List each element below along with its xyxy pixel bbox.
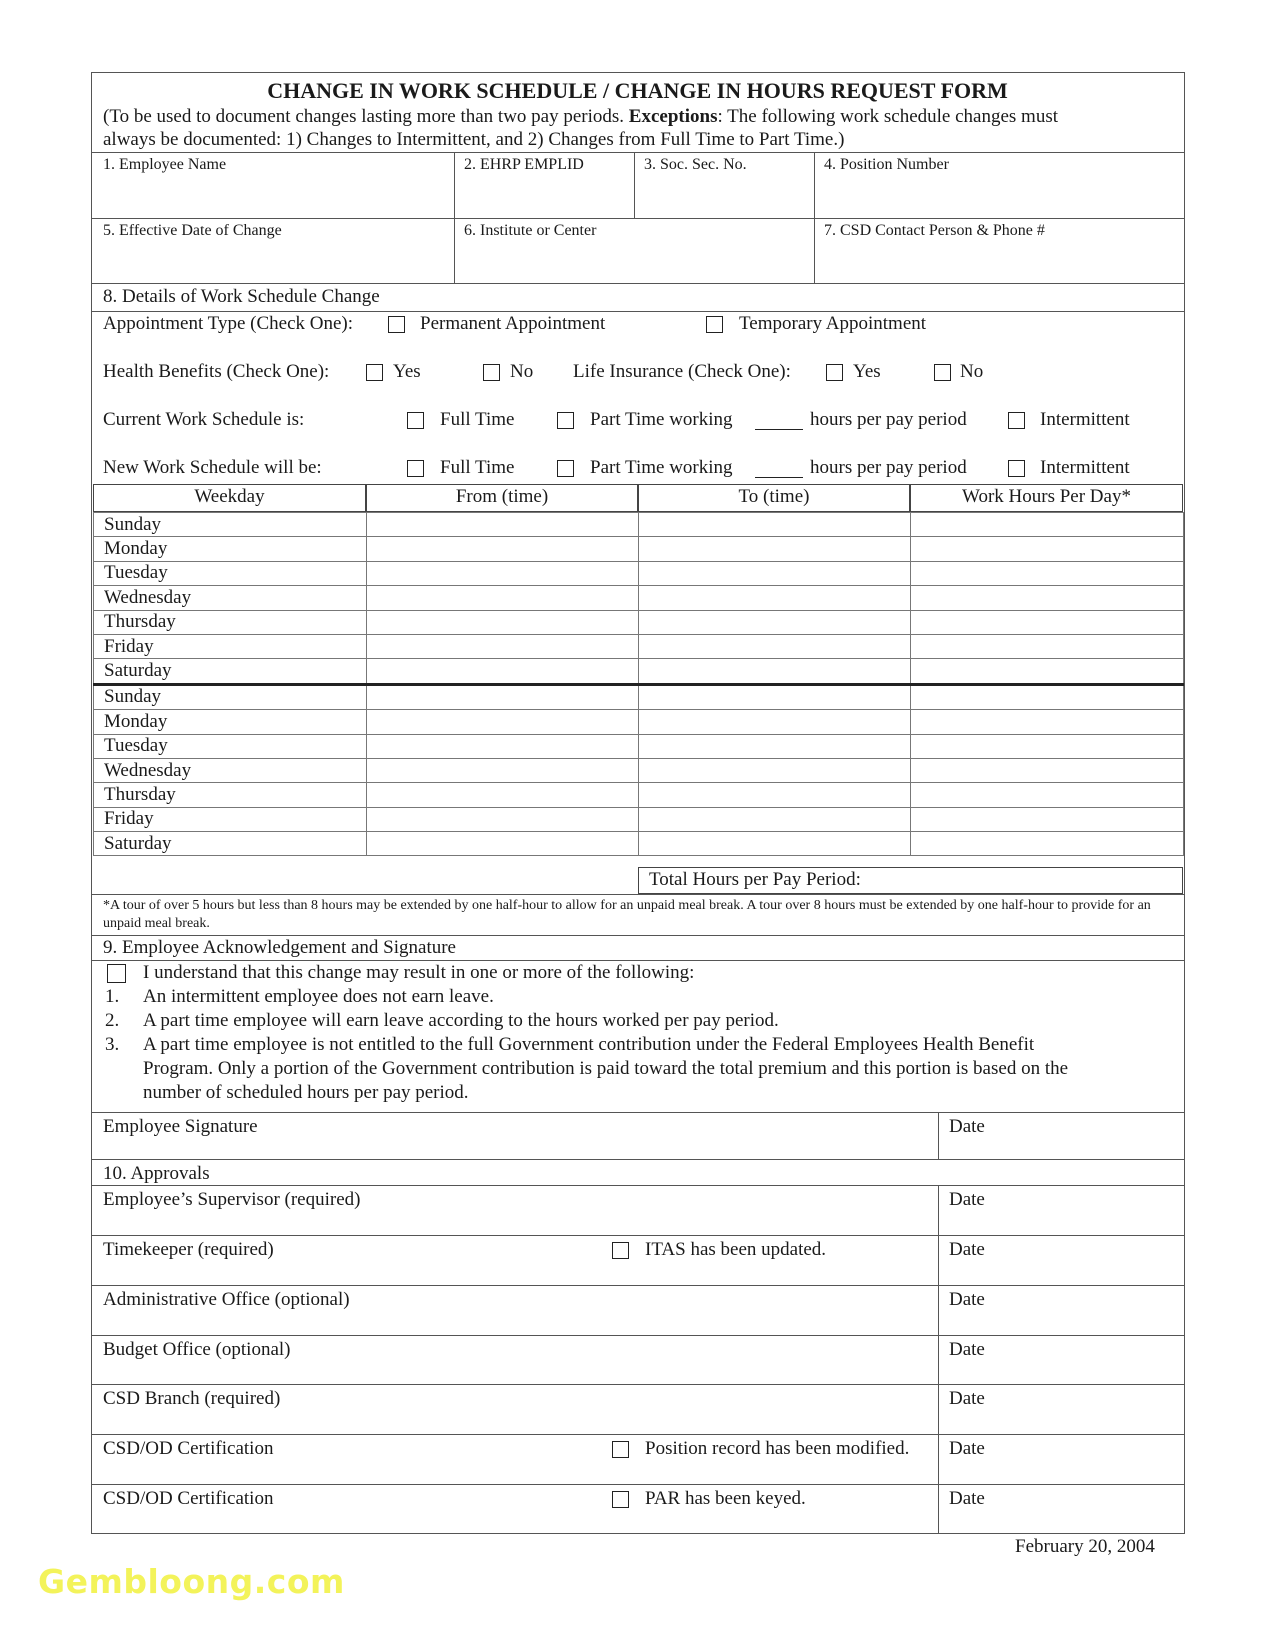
weekday-cell: Saturday	[94, 832, 367, 856]
institute-field[interactable]	[460, 244, 808, 278]
signature-date-label: Date	[949, 1116, 985, 1137]
approval-date-label: Date	[949, 1238, 985, 1260]
divider	[91, 283, 1185, 284]
health-benefits-label: Health Benefits (Check One):	[103, 361, 330, 382]
temporary-appointment-label: Temporary Appointment	[739, 313, 927, 334]
divider	[91, 1285, 1185, 1286]
current-hours-per-pay-label: hours per pay period	[810, 409, 967, 430]
approval-signature-field[interactable]	[420, 1287, 600, 1331]
to-time-cell[interactable]	[639, 659, 911, 684]
weekday-cell: Tuesday	[94, 561, 367, 585]
work-hours-cell[interactable]	[911, 537, 1184, 561]
work-hours-cell[interactable]	[911, 610, 1184, 634]
approval-signature-field[interactable]	[420, 1386, 600, 1430]
work-hours-cell[interactable]	[911, 758, 1184, 782]
life-yes-checkbox[interactable]	[826, 364, 843, 381]
life-insurance-label: Life Insurance (Check One):	[573, 361, 791, 382]
temporary-appointment-checkbox[interactable]	[706, 316, 723, 333]
divider	[91, 1159, 1185, 1160]
ack-item-number: 1.	[105, 986, 120, 1007]
health-no-checkbox[interactable]	[483, 364, 500, 381]
table-row	[94, 659, 1184, 684]
total-hours-label: Total Hours per Pay Period:	[649, 869, 861, 890]
new-schedule-label: New Work Schedule will be:	[103, 457, 322, 478]
to-time-cell[interactable]	[639, 734, 911, 758]
weekday-cell: Wednesday	[94, 758, 367, 782]
watermark-logo: Gembloong.com	[38, 1562, 345, 1601]
new-intermittent-checkbox[interactable]	[1008, 460, 1025, 477]
divider	[91, 894, 1185, 895]
table-row	[94, 561, 1184, 585]
weekday-cell: Sunday	[94, 513, 367, 537]
header-to-time: To (time)	[638, 484, 910, 512]
work-hours-cell[interactable]	[911, 586, 1184, 610]
health-yes-label: Yes	[393, 361, 421, 382]
to-time-cell[interactable]	[639, 586, 911, 610]
from-time-cell[interactable]	[367, 586, 639, 610]
ack-item-text-cont: number of scheduled hours per pay period.	[143, 1082, 469, 1103]
approval-label: Timekeeper (required)	[103, 1238, 274, 1260]
approval-label: CSD/OD Certification	[103, 1438, 274, 1460]
approval-signature-field[interactable]	[420, 1187, 600, 1231]
from-time-cell[interactable]	[367, 659, 639, 684]
approval-label: Administrative Office (optional)	[103, 1288, 350, 1310]
health-no-label: No	[510, 361, 534, 382]
acknowledgement-checkbox[interactable]	[107, 964, 126, 983]
csd-contact-label: 7. CSD Contact Person & Phone #	[824, 222, 1045, 239]
from-time-cell[interactable]	[367, 807, 639, 831]
life-no-label: No	[960, 361, 984, 382]
employee-name-field[interactable]	[100, 178, 448, 212]
work-hours-cell[interactable]	[911, 710, 1184, 734]
current-intermittent-checkbox[interactable]	[1008, 412, 1025, 429]
approval-checkbox[interactable]	[612, 1441, 629, 1458]
position-number-field[interactable]	[820, 178, 1178, 212]
to-time-cell[interactable]	[639, 807, 911, 831]
work-hours-cell[interactable]	[911, 634, 1184, 658]
table-row	[94, 734, 1184, 758]
section9-heading: 9. Employee Acknowledgement and Signature	[103, 937, 456, 958]
approval-date-field[interactable]	[1000, 1386, 1178, 1430]
approval-checkbox-label: Position record has been modified.	[645, 1438, 910, 1460]
new-full-time-label: Full Time	[440, 457, 515, 478]
divider	[454, 152, 455, 283]
to-time-cell[interactable]	[639, 634, 911, 658]
schedule-table	[93, 512, 1184, 856]
from-time-cell[interactable]	[367, 513, 639, 537]
table-row	[94, 684, 1184, 709]
divider	[91, 1185, 1185, 1186]
work-hours-cell[interactable]	[911, 561, 1184, 585]
work-hours-cell[interactable]	[911, 659, 1184, 684]
approval-date-label: Date	[949, 1288, 985, 1310]
intro-text: (To be used to document changes lasting more than two pay periods.	[103, 106, 625, 127]
to-time-cell[interactable]	[639, 513, 911, 537]
approval-signature-field[interactable]	[420, 1486, 600, 1530]
new-full-time-checkbox[interactable]	[407, 460, 424, 477]
work-hours-cell[interactable]	[911, 734, 1184, 758]
approval-label: Employee’s Supervisor (required)	[103, 1189, 361, 1210]
current-part-time-label: Part Time working	[590, 409, 733, 430]
current-hours-blank[interactable]	[755, 429, 803, 430]
approval-signature-field[interactable]	[420, 1337, 600, 1381]
current-full-time-label: Full Time	[440, 409, 515, 430]
life-no-checkbox[interactable]	[934, 364, 951, 381]
new-hours-per-pay-label: hours per pay period	[810, 457, 967, 478]
approval-date-field[interactable]	[1000, 1237, 1178, 1281]
divider	[91, 1434, 1185, 1435]
ehrp-emplid-label: 2. EHRP EMPLID	[464, 156, 584, 173]
position-number-label: 4. Position Number	[824, 156, 949, 173]
divider	[91, 1112, 1185, 1113]
from-time-cell[interactable]	[367, 684, 639, 709]
work-hours-cell[interactable]	[911, 832, 1184, 856]
to-time-cell[interactable]	[639, 610, 911, 634]
health-yes-checkbox[interactable]	[366, 364, 383, 381]
current-schedule-label: Current Work Schedule is:	[103, 409, 305, 430]
revision-date: February 20, 2004	[1015, 1536, 1155, 1557]
ack-item-text-cont: Program. Only a portion of the Government contribution is paid toward the total premium and this portion is based on the	[143, 1058, 1069, 1079]
divider	[91, 935, 1185, 936]
form-title: CHANGE IN WORK SCHEDULE / CHANGE IN HOURS REQUEST FORM	[267, 78, 1008, 103]
header-weekday: Weekday	[93, 484, 366, 512]
approval-checkbox[interactable]	[612, 1242, 629, 1259]
approval-signature-field[interactable]	[420, 1237, 600, 1281]
ack-item-number: 2.	[105, 1010, 120, 1031]
to-time-cell[interactable]	[639, 710, 911, 734]
header-from-time: From (time)	[366, 484, 638, 512]
life-yes-label: Yes	[853, 361, 881, 382]
approval-date-label: Date	[949, 1388, 985, 1410]
work-hours-cell[interactable]	[911, 684, 1184, 709]
from-time-cell[interactable]	[367, 537, 639, 561]
intro-text: : The following work schedule changes must	[717, 106, 1059, 127]
divider	[938, 1112, 939, 1159]
employee-signature-label: Employee Signature	[103, 1116, 258, 1137]
weekday-cell: Tuesday	[94, 734, 367, 758]
approval-date-label: Date	[949, 1338, 985, 1360]
intro-line-2: always be documented: 1) Changes to Intermittent, and 2) Changes from Full Time to Part Time.)	[103, 129, 845, 150]
current-full-time-checkbox[interactable]	[407, 412, 424, 429]
section8-heading: 8. Details of Work Schedule Change	[103, 286, 380, 307]
approval-label: CSD/OD Certification	[103, 1488, 274, 1510]
approval-date-field[interactable]	[1000, 1287, 1178, 1331]
approval-date-label: Date	[949, 1438, 985, 1460]
approval-signature-field[interactable]	[420, 1436, 600, 1480]
divider	[91, 1484, 1185, 1485]
approval-checkbox-label: PAR has been keyed.	[645, 1488, 806, 1510]
approval-date-label: Date	[949, 1488, 985, 1510]
weekday-cell: Monday	[94, 710, 367, 734]
from-time-cell[interactable]	[367, 610, 639, 634]
csd-contact-field[interactable]	[820, 244, 1178, 278]
table-row	[94, 758, 1184, 782]
divider	[91, 1384, 1185, 1385]
work-hours-cell[interactable]	[911, 783, 1184, 807]
appointment-type-label: Appointment Type (Check One):	[103, 313, 354, 334]
from-time-cell[interactable]	[367, 832, 639, 856]
weekday-cell: Monday	[94, 537, 367, 561]
signature-date-field[interactable]	[1000, 1114, 1178, 1157]
schedule-footnote: *A tour of over 5 hours but less than 8 hours may be extended by one half-hour to allow for an unpaid meal break. A tour over 8 hours must be extended by one half-hour to provide for an unpaid meal break.	[103, 898, 1151, 931]
from-time-cell[interactable]	[367, 710, 639, 734]
effective-date-field[interactable]	[100, 244, 448, 278]
permanent-appointment-checkbox[interactable]	[388, 316, 405, 333]
to-time-cell[interactable]	[639, 684, 911, 709]
table-row	[94, 807, 1184, 831]
table-row	[94, 783, 1184, 807]
divider	[91, 1335, 1185, 1336]
approval-checkbox-label: ITAS has been updated.	[645, 1238, 827, 1260]
ehrp-emplid-field[interactable]	[460, 178, 628, 212]
ssn-field[interactable]	[640, 178, 808, 212]
ssn-label: 3. Soc. Sec. No.	[644, 156, 747, 173]
table-row	[94, 513, 1184, 537]
table-row	[94, 586, 1184, 610]
weekday-cell: Saturday	[94, 659, 367, 684]
to-time-cell[interactable]	[639, 832, 911, 856]
header-work-hours: Work Hours Per Day*	[910, 484, 1183, 512]
work-hours-cell[interactable]	[911, 807, 1184, 831]
approval-checkbox[interactable]	[612, 1491, 629, 1508]
divider	[91, 960, 1185, 961]
new-part-time-label: Part Time working	[590, 457, 733, 478]
approval-date-field[interactable]	[1000, 1436, 1178, 1480]
permanent-appointment-label: Permanent Appointment	[420, 313, 606, 334]
weekday-cell: Wednesday	[94, 586, 367, 610]
to-time-cell[interactable]	[639, 758, 911, 782]
weekday-cell: Thursday	[94, 783, 367, 807]
weekday-cell: Friday	[94, 634, 367, 658]
section10-heading: 10. Approvals	[103, 1163, 210, 1184]
divider	[814, 152, 815, 283]
current-part-time-checkbox[interactable]	[557, 412, 574, 429]
employee-signature-field[interactable]	[300, 1114, 930, 1157]
current-intermittent-label: Intermittent	[1040, 409, 1130, 430]
divider	[91, 152, 1185, 153]
table-row	[94, 832, 1184, 856]
divider	[91, 218, 1185, 219]
new-hours-blank[interactable]	[755, 477, 803, 478]
ack-item-text: An intermittent employee does not earn leave.	[143, 986, 494, 1007]
approval-date-label: Date	[949, 1189, 985, 1210]
from-time-cell[interactable]	[367, 561, 639, 585]
approval-label: Budget Office (optional)	[103, 1338, 291, 1360]
new-part-time-checkbox[interactable]	[557, 460, 574, 477]
from-time-cell[interactable]	[367, 634, 639, 658]
from-time-cell[interactable]	[367, 758, 639, 782]
weekday-cell: Thursday	[94, 610, 367, 634]
divider	[91, 311, 1185, 312]
intro-line-1	[103, 106, 1058, 128]
ack-item-text: A part time employee will earn leave according to the hours worked per pay period.	[143, 1010, 779, 1031]
weekday-cell: Friday	[94, 807, 367, 831]
approval-date-field[interactable]	[1000, 1187, 1178, 1231]
ack-item-text: A part time employee is not entitled to the full Government contribution under the Federal Employees Health Benefit	[143, 1034, 1035, 1055]
weekday-cell: Sunday	[94, 684, 367, 709]
divider	[634, 152, 635, 218]
ack-item-number: 3.	[105, 1034, 120, 1055]
to-time-cell[interactable]	[639, 537, 911, 561]
table-row	[94, 634, 1184, 658]
table-row	[94, 537, 1184, 561]
to-time-cell[interactable]	[639, 783, 911, 807]
approval-date-field[interactable]	[1000, 1337, 1178, 1381]
exceptions-label: Exceptions	[628, 106, 718, 127]
divider	[938, 1185, 939, 1534]
acknowledgement-statement: I understand that this change may result in one or more of the following:	[143, 962, 695, 983]
approval-label: CSD Branch (required)	[103, 1388, 281, 1410]
from-time-cell[interactable]	[367, 734, 639, 758]
divider	[91, 1235, 1185, 1236]
to-time-cell[interactable]	[639, 561, 911, 585]
effective-date-label: 5. Effective Date of Change	[103, 222, 282, 239]
approval-date-field[interactable]	[1000, 1486, 1178, 1530]
new-intermittent-label: Intermittent	[1040, 457, 1130, 478]
table-row	[94, 710, 1184, 734]
institute-label: 6. Institute or Center	[464, 222, 597, 239]
work-hours-cell[interactable]	[911, 513, 1184, 537]
table-row	[94, 610, 1184, 634]
from-time-cell[interactable]	[367, 783, 639, 807]
employee-name-label: 1. Employee Name	[103, 156, 227, 173]
